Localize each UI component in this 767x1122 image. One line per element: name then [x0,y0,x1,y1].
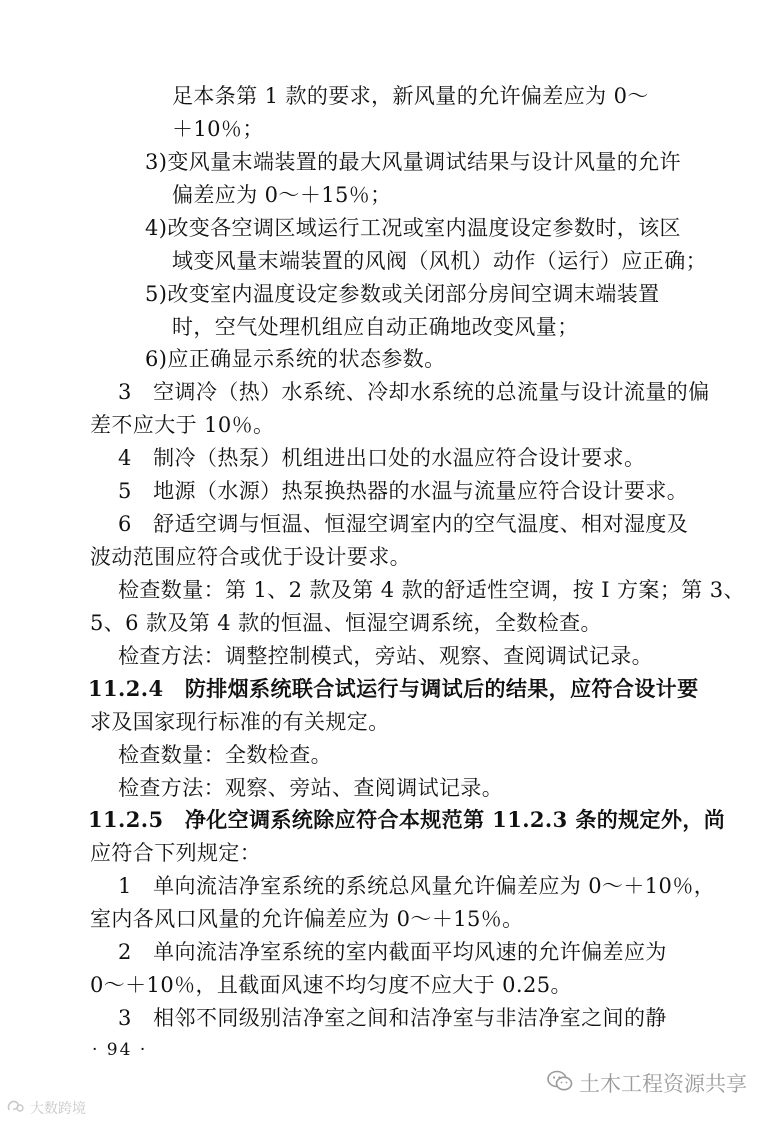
text-line: 差不应大于 10％。 [90,413,275,438]
watermark-brand: 大数跨境 [30,1101,86,1117]
text-line: 时，空气处理机组应自动正确地改变风量； [172,314,579,339]
clause-item-3-bottom: 3 相邻不同级别洁净室之间和洁净室与非洁净室之间的静 [118,1006,667,1030]
list-item-3: 3)变风量末端装置的最大风量调试结果与设计风量的允许 [145,149,681,174]
check-method: 检查方法：调整控制模式，旁站、观察、查阅调试记录。 [118,643,653,668]
text-line: 5、6 款及第 4 款的恒温、恒湿空调系统，全数检查。 [90,610,602,635]
section-11-2-4: 11.2.4 防排烟系统联合试运行与调试后的结果，应符合设计要 [88,675,699,701]
clause-item-4: 4 制冷（热泵）机组进出口处的水温应符合设计要求。 [118,446,646,471]
text-line: 0～＋10％，且截面风速不均匀度不应大于 0.25。 [90,973,572,998]
text-line: 足本条第 1 款的要求，新风量的允许偏差应为 0～ [172,84,649,108]
wechat-icon [547,1070,573,1097]
clause-item-6: 6 舒适空调与恒温、恒湿空调室内的空气温度、相对湿度及 [118,512,689,537]
text-line: 波动范围应符合或优于设计要求。 [90,545,411,569]
clause-item-3: 3 空调冷（热）水系统、冷却水系统的总流量与设计流量的偏 [118,380,710,405]
text-line: 偏差应为 0～＋15％； [172,182,392,207]
text-line: 求及国家现行标准的有关规定。 [90,709,390,734]
page-number: · 94 · [92,1040,148,1060]
list-item-4: 4)改变各空调区域运行工况或室内温度设定参数时，该区 [145,215,681,240]
brand-logo-icon [6,1098,26,1118]
text-line: 应符合下列规定： [90,841,262,866]
watermark-text: 土木工程资源共享 [579,1072,747,1096]
check-method: 检查方法：观察、旁站、查阅调试记录。 [118,775,504,800]
clause-item-2: 2 单向流洁净室系统的室内截面平均风速的允许偏差应为 [118,940,667,965]
check-quantity: 检查数量：全数检查。 [118,742,332,767]
text-line: 室内各风口风量的允许偏差应为 0～＋15％。 [90,907,524,932]
text-line: 域变风量末端装置的风阀（风机）动作（运行）应正确； [172,248,707,273]
clause-item-1: 1 单向流洁净室系统的系统总风量允许偏差应为 0～＋10％， [118,874,716,899]
check-quantity: 检查数量：第 1、2 款及第 4 款的舒适性空调，按 Ⅰ 方案；第 3、 [118,577,745,602]
text-line: ＋10％； [172,116,264,141]
list-item-5: 5)改变室内温度设定参数或关闭部分房间空调末端装置 [145,281,660,306]
clause-item-5: 5 地源（水源）热泵换热器的水温与流量应符合设计要求。 [118,479,689,504]
list-item-6: 6)应正确显示系统的状态参数。 [145,347,446,372]
section-11-2-5: 11.2.5 净化空调系统除应符合本规范第 11.2.3 条的规定外，尚 [88,807,726,833]
watermark-left [6,1098,86,1118]
watermark-right [547,1068,747,1098]
